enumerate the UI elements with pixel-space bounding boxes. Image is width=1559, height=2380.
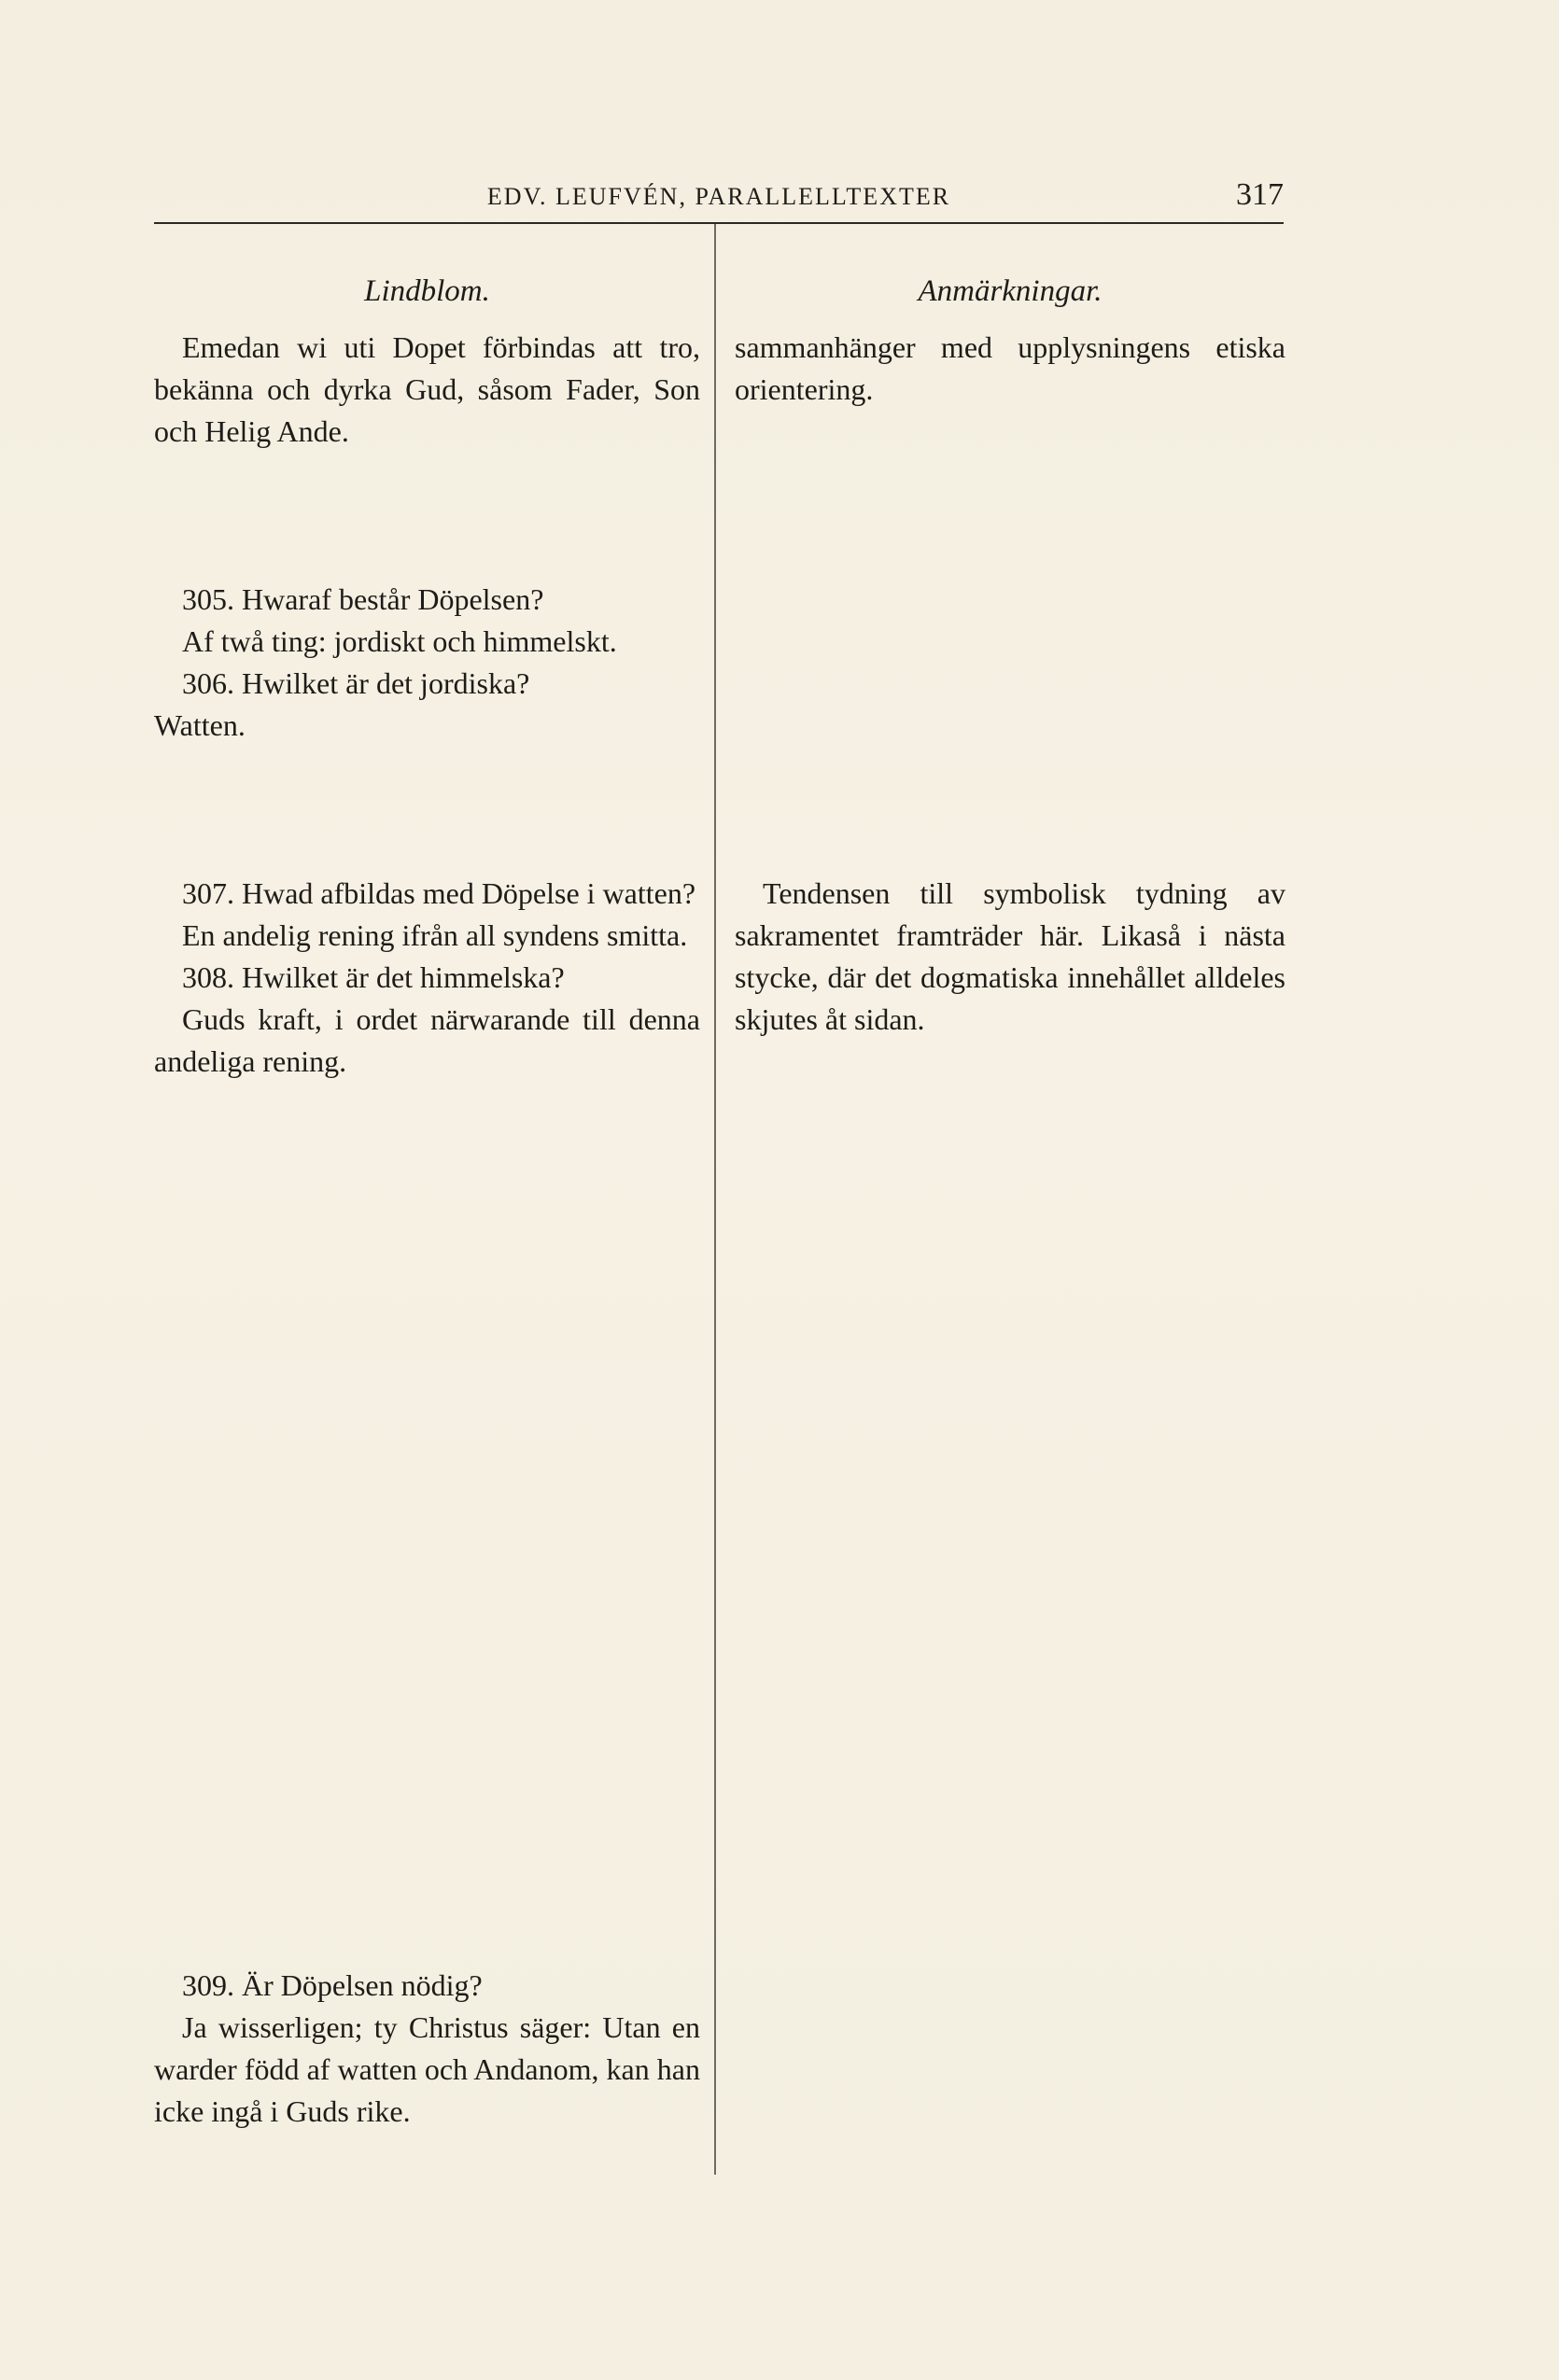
intro-paragraph: Emedan wi uti Dopet förbindas att tro, bekänna och dyrka Gud, såsom Fader, Son och Helig Ande. — [154, 330, 700, 448]
question-308: 308. Hwilket är det himmelska? — [182, 960, 565, 994]
note-1: sammanhänger med upplysningens etiska orientering. — [735, 330, 1285, 406]
question-305-block — [154, 579, 700, 747]
note-2-block — [735, 873, 1285, 1041]
answer-307: En andelig rening ifrån all syndens smitta. — [182, 918, 688, 952]
answer-308: Guds kraft, i ordet närwarande till denna andeliga rening. — [154, 1002, 700, 1078]
header-rule — [154, 222, 1284, 224]
answer-309: Ja wisserligen; ty Christus säger: Utan en warder född af watten och Andanom, kan han icke ingå i Guds rike. — [154, 2010, 700, 2128]
right-column-heading: Anmärkningar. — [918, 274, 1103, 308]
column-divider — [714, 224, 716, 2175]
intro-block — [154, 327, 700, 453]
question-307: 307. Hwad afbildas med Döpelse i watten? — [182, 876, 696, 910]
question-306: 306. Hwilket är det jordiska? — [182, 666, 530, 700]
answer-305: Af twå ting: jordiskt och himmelskt. — [182, 624, 617, 658]
note-2: Tendensen till symbolisk tydning av sakramentet framträder här. Likaså i nästa stycke, där det dogmatiska innehållet alldeles skjutes åt sidan. — [735, 876, 1285, 1036]
page-number: 317 — [1236, 177, 1284, 212]
question-307-block — [154, 873, 700, 1083]
left-column-heading: Lindblom. — [364, 274, 490, 308]
question-305: 305. Hwaraf består Döpelsen? — [182, 582, 544, 616]
page-header — [154, 177, 1284, 222]
answer-306: Watten. — [154, 708, 246, 742]
question-309-block — [154, 1965, 700, 2133]
running-title: EDV. LEUFVÉN, PARALLELLTEXTER — [486, 183, 951, 210]
note-1-block — [735, 327, 1285, 411]
question-309: 309. Är Döpelsen nödig? — [182, 1968, 483, 2002]
